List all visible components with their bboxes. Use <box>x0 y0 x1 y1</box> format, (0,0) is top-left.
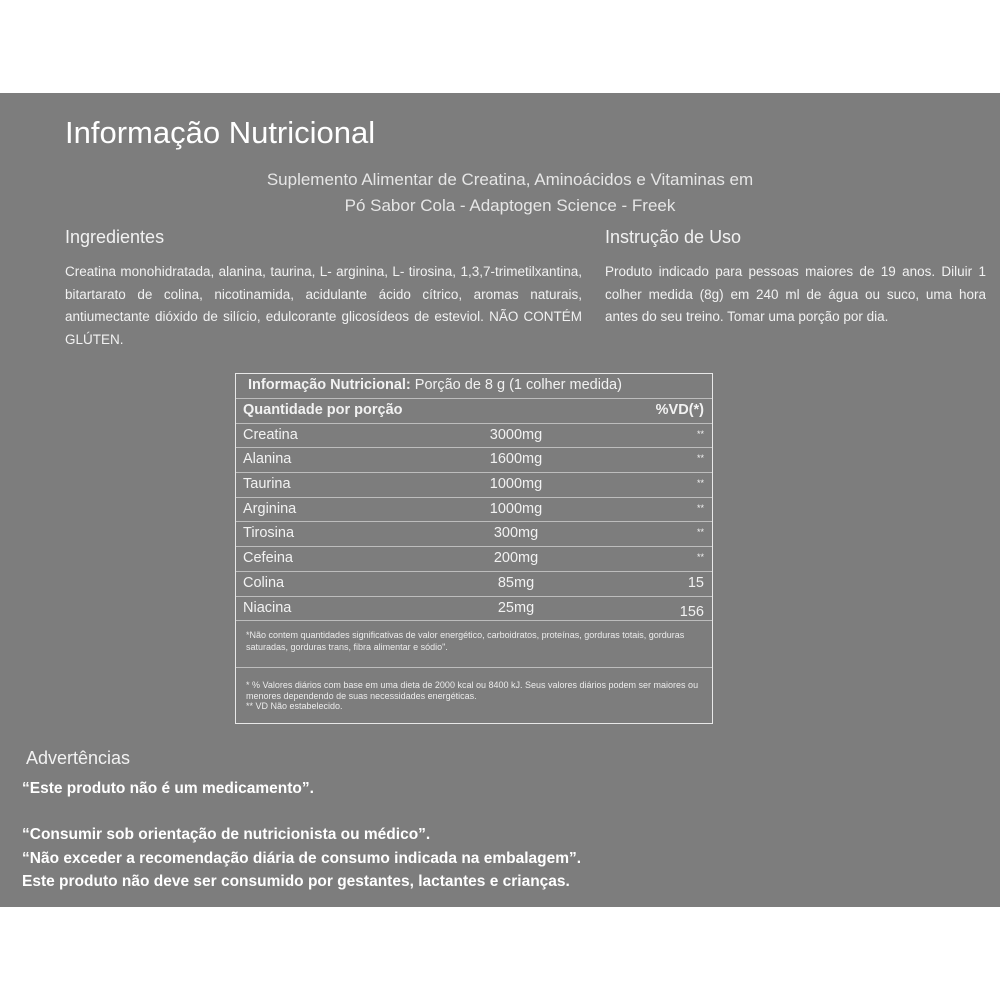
table-row <box>236 522 712 547</box>
nutrient-vd: 15 <box>687 574 704 591</box>
nutrient-vd: 156 <box>679 603 704 620</box>
table-row <box>236 424 712 449</box>
warning-line: “Não exceder a recomendação diária de consumo indicada na embalagem”. <box>22 850 582 867</box>
footnote-daily-values-text: * % Valores diários com base em uma dieta de 2000 kcal ou 8400 kJ. Seus valores diários podem ser maiores ou menores dependendo de suas necessidades energéticas. <box>246 680 699 701</box>
usage-heading: Instrução de Uso <box>605 227 742 247</box>
ingredients-heading: Ingredientes <box>65 227 165 247</box>
column-vd: %VD(*) <box>655 402 704 418</box>
ingredients-text: Creatina monohidratada, alanina, taurina, L- arginina, L- tirosina, 1,3,7-trimetilxantina, bitartarato de colina, nicotinamida, acidulante ácido cítrico, aromas naturais, antiumectante dióxido de silício, edulcorante glicosídeos de esteviol. NÃO CONTÉM GLÚTEN. <box>65 264 582 347</box>
page-title: Informação Nutricional <box>65 115 376 150</box>
footnote-daily-values <box>236 668 712 712</box>
nutrient-name: Niacina <box>243 599 292 616</box>
table-row <box>236 572 712 597</box>
nutrient-name: Colina <box>243 574 285 591</box>
subtitle-line-2: Pó Sabor Cola - Adaptogen Science - Freek <box>344 196 676 215</box>
subtitle-line-1: Suplemento Alimentar de Creatina, Aminoácidos e Vitaminas em <box>266 170 754 189</box>
table-column-headers <box>236 399 712 424</box>
nutrient-vd: ** <box>696 478 704 489</box>
footnote-not-significant: *Não contem quantidades significativas de valor energético, carboidratos, proteínas, gorduras totais, gorduras saturadas, gorduras trans, fibra alimentar e sódio". <box>236 621 712 668</box>
table-row <box>236 547 712 572</box>
warnings-heading: Advertências <box>26 748 131 768</box>
nutrient-name: Arginina <box>243 500 297 517</box>
footnote-vd-not-established: ** VD Não estabelecido. <box>246 701 343 712</box>
table-header-text <box>248 377 622 393</box>
nutrient-name: Taurina <box>243 476 291 493</box>
nutrition-panel <box>0 93 1000 907</box>
nutrient-amount: 85mg <box>497 574 535 591</box>
table-header-portion: Porção de 8 g (1 colher medida) <box>410 377 622 393</box>
table-row <box>236 473 712 498</box>
table-row <box>236 498 712 523</box>
table-row <box>236 448 712 473</box>
nutrient-vd: ** <box>696 428 704 439</box>
nutrient-amount: 3000mg <box>489 426 543 443</box>
nutrient-amount: 25mg <box>497 599 535 616</box>
nutrient-amount: 300mg <box>493 525 539 542</box>
nutrient-name: Cefeina <box>243 550 293 567</box>
table-header <box>236 374 712 399</box>
warning-line: “Este produto não é um medicamento”. <box>22 780 314 797</box>
nutrient-name: Alanina <box>243 451 292 468</box>
usage-text: Produto indicado para pessoas maiores de 19 anos. Diluir 1 colher medida (8g) em 240 ml de água ou suco, uma hora antes do seu treino. Tomar uma porção por dia. <box>605 264 986 324</box>
nutrient-vd: ** <box>696 552 704 563</box>
nutrient-amount: 1000mg <box>489 476 543 493</box>
nutrient-vd: ** <box>696 453 704 464</box>
nutrient-amount: 1000mg <box>489 500 543 517</box>
warning-line: “Consumir sob orientação de nutricionista ou médico”. <box>22 826 431 843</box>
nutrient-amount: 1600mg <box>489 451 543 468</box>
nutrient-amount: 200mg <box>493 550 539 567</box>
table-header-label: Informação Nutricional: <box>248 377 411 393</box>
nutrient-vd: ** <box>696 502 704 513</box>
table-row <box>236 597 712 622</box>
warning-line: Este produto não deve ser consumido por gestantes, lactantes e crianças. <box>22 873 570 890</box>
column-quantity: Quantidade por porção <box>243 402 403 418</box>
nutrition-table <box>235 373 713 724</box>
nutrient-name: Creatina <box>243 426 298 443</box>
nutrient-vd: ** <box>696 527 704 538</box>
product-subtitle <box>190 167 830 219</box>
nutrient-name: Tirosina <box>243 525 295 542</box>
